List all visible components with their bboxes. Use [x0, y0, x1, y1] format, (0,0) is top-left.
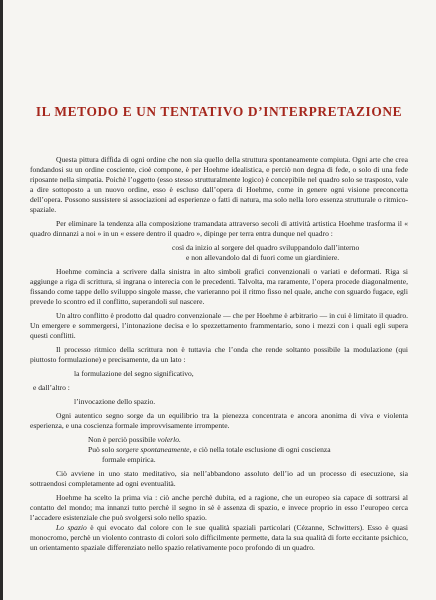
quote-4-line-1: [88, 435, 408, 445]
document-title: IL METODO E UN TENTATIVO D’INTERPRETAZIONE: [35, 104, 403, 119]
paragraph-10: [30, 523, 408, 553]
quote-1-line-2: e non allevandolo dal di fuori come un giardiniere.: [186, 253, 340, 262]
page-edge-shadow: [0, 0, 3, 600]
quote-4-c: e ciò nella totale esclusione di ogni coscienza: [193, 445, 331, 454]
quote-1-line-1: così da inizio al sorgere del quadro sviluppandolo dall’interno: [172, 243, 360, 252]
paragraph-7: Ogni autentico segno sorge da un equilibrio tra la pienezza concentrata e ancora anonima di viva e violenta esperienza, e una coscienza formale improvvisamente irrompente.: [30, 411, 408, 430]
quote-4-a-emphasis: volerlo.: [157, 435, 181, 444]
quote-4: [30, 435, 408, 465]
paragraph-10-emphasis: Lo spazio: [56, 523, 87, 532]
quote-1: [30, 243, 408, 263]
paragraph-2: Per eliminare la tendenza alla composizione tramandata attraverso secoli di attività artistica Hoehme trasforma il « quadro dinnanzi a noi » in un « essere dentro il quadro », dipinge per terra entra dunque nel quadro :: [30, 219, 408, 238]
paragraph-5: Il processo ritmico della scrittura non è tuttavia che l’onda che rende soltanto possibile la modulazione (qui piuttosto formulazione) e precisamente, da un lato :: [30, 345, 408, 364]
quote-3-line: l’invocazione dello spazio.: [74, 397, 156, 406]
paragraph-1: Questa pittura diffida di ogni ordine che non sia quello della struttura spontaneamente compiuta. Ogni arte che crea fondandosi su un ordine cosciente, cioè compone, è per Hoehme idealistica, e perciò non degna di fede, o solo di una fede riposante nella simpatia. Poichè l’oggetto (esso stesso strutturalmente logico) è concepibile nel quadro solo se trasposto, vale a dire sottoposto a un nuovo ordine, esso è escluso dall’opera di Hoehme, come in genere ogni visione preconcetta dell’opera. Possono sussistere si associazioni ad esperienze o fatti di natura, ma solo nella loro essenza strutturale o ritmico-spaziale.: [30, 155, 408, 214]
quote-4-a: Non è perciò possibile: [88, 435, 156, 444]
paragraph-9: Hoehme ha scelto la prima via : ciò anche perchè dubita, ed a ragione, che un europeo sia capace di sottrarsi al contatto del mondo; ma innanzi tutto perchè il segno in sè è assenza di spazio, e invece proprio in esso l’europeo cerca l’accadere esistenziale che può svolgersi solo nello spazio.: [30, 493, 408, 522]
quote-4-line-2: [88, 445, 408, 455]
quote-3: [30, 397, 408, 407]
quote-2: [30, 369, 408, 379]
paragraph-6: e dall’altro :: [33, 383, 70, 392]
paragraph-8: Ciò avviene in uno stato meditativo, sia nell’abbandono assoluto dell’io ad un processo di esecuzione, sia sottraendosi completamente ad ogni eventualità.: [30, 469, 408, 488]
quote-4-b-emphasis: sorgere spontaneamente,: [116, 445, 192, 454]
quote-4-line-3: formale empirica.: [102, 455, 156, 464]
quote-2-line: la formulazione del segno significativo,: [74, 369, 194, 378]
document-page: [30, 104, 408, 553]
paragraph-4: Un altro conflitto è prodotto dal quadro convenzionale — che per Hoehme è arbitrario — in cui è limitato il quadro. Un emergere e sommergersi, l’intonazione decisa e lo spezzettamento frammentario, sono i mezzi con i quali egli supera questi conflitti.: [30, 311, 408, 340]
quote-4-b: Può solo: [88, 445, 115, 454]
paragraph-10-text: è qui evocato dal colore con le sue qualità spaziali particolari (Cézanne, Schwitters). Esso è quasi monocromo, perchè un violento contrasto di colori solo difficilmente permette, data la sua qualità di forte eccitante psichico, un orientamento spaziale differenziato nello spazio relativamente poco profondo di un quadro.: [30, 523, 408, 552]
paragraph-3: Hoehme comincia a scrivere dalla sinistra in alto simboli grafici convenzionali o variati e deformati. Riga si aggiunge a riga di scrittura, si ingrana o interecia con le precedenti. Talvolta, ma raramente, l’opera procede diagonalmente, fissando come tappe dello sviluppo singole masse, che varieranno poi il ritmo fisso nel quale, anche con sguardo fugace, egli prevede lo scontro ed il conflitto, superandoli sul nascere.: [30, 267, 408, 306]
